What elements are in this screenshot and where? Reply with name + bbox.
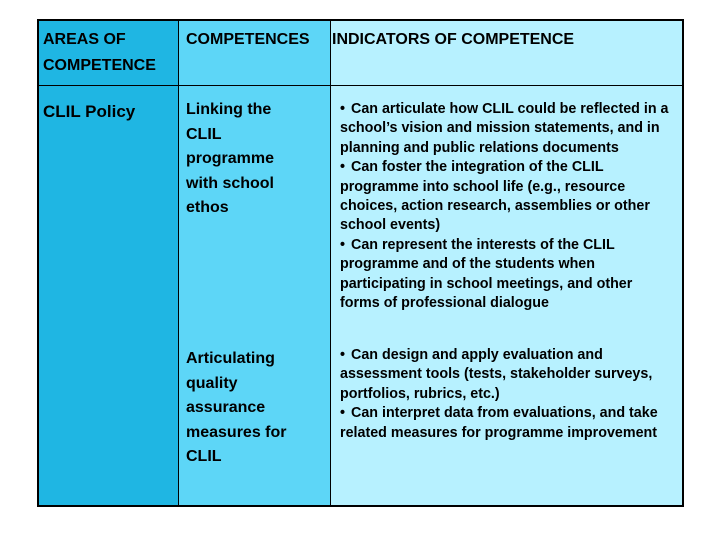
divider-col2 [330,19,331,507]
area-label: CLIL Policy [43,102,136,121]
border-top [37,19,684,21]
area-cell [37,86,179,507]
competence-cell [179,335,331,507]
indicator-item: • Can represent the interests of the CLIL programme and of the students when participating in school meetings, and other forms of professional dialogue [340,236,633,312]
divider-header [37,85,684,86]
competence-table [37,19,684,507]
indicator-item: • Can foster the integration of the CLIL programme into school life (e.g., resource choices, action research, assemblies or other school events) [340,159,650,234]
border-bottom [37,505,684,507]
indicator-item: • Can design and apply evaluation and assessment tools (tests, stakeholder surveys, portfolios, rubrics, etc.) [340,347,653,402]
border-right [682,19,684,507]
indicator-item: • Can interpret data from evaluations, and take related measures for programme improvement [340,405,658,441]
header-indicators: INDICATORS OF COMPETENCE [332,31,575,48]
header-competences-cell [179,19,331,86]
indicators-cell [331,86,684,335]
indicator-list [340,346,676,443]
indicator-item: • Can articulate how CLIL could be reflected in a school’s vision and mission statements, and in planning and public relations documents [340,101,669,156]
header-indicators-cell [331,19,684,86]
border-left [37,19,39,507]
competence-cell [179,86,331,335]
indicator-list [340,100,676,313]
competence-label: Articulating quality assurance measures for CLIL [186,350,287,465]
competence-label: Linking the CLIL programme with school ethos [186,101,275,216]
indicators-cell [331,335,684,507]
header-competences: COMPETENCES [186,31,310,48]
header-areas-cell [37,19,179,86]
divider-col1 [178,19,179,507]
header-areas: AREAS OF COMPETENCE [43,31,156,74]
